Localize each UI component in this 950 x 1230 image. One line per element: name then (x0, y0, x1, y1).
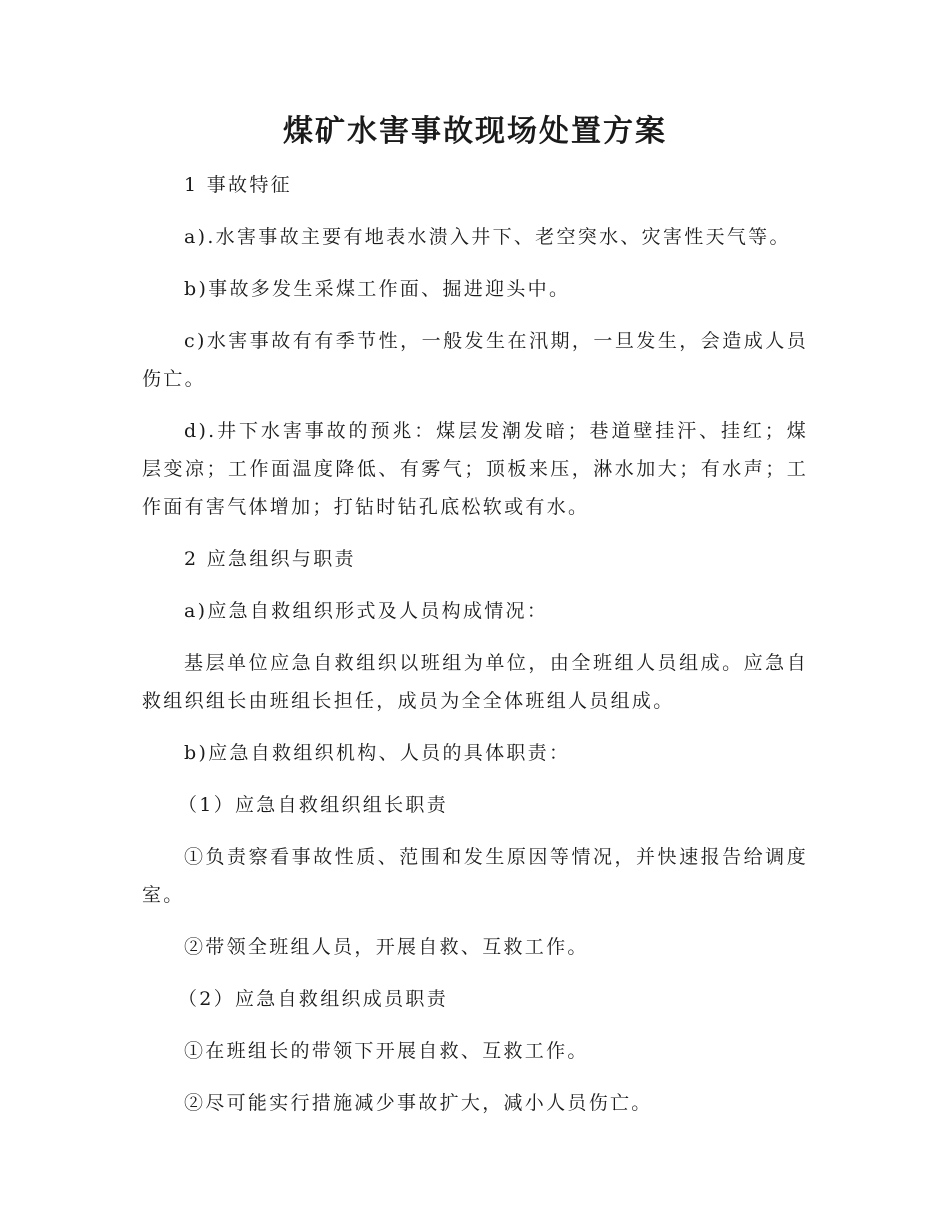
paragraph: c)水害事故有有季节性，一般发生在汛期，一旦发生，会造成人员伤亡。 (142, 330, 808, 390)
document-title: 煤矿水害事故现场处置方案 (283, 114, 667, 149)
list-item: ②带领全班组人员，开展自救、互救工作。 (184, 936, 589, 958)
document-body (142, 166, 808, 1136)
subsection-heading-member-duties: （2）应急自救组织成员职责 (178, 988, 448, 1010)
paragraph: a)应急自救组织形式及人员构成情况： (184, 600, 549, 622)
paragraph: 基层单位应急自救组织以班组为单位，由全班组人员组成。应急自救组织组长由班组长担任，成员为全全体班组人员组成。 (142, 652, 808, 712)
section-heading-accident-features: 1 事故特征 (184, 174, 292, 196)
section-heading-emergency-organization: 2 应急组织与职责 (184, 548, 356, 570)
paragraph: d).井下水害事故的预兆：煤层发潮发暗；巷道壁挂汗、挂红；煤层变凉；工作面温度降低、有雾气；顶板来压，淋水加大；有水声；工作面有害气体增加；打钻时钻孔底松软或有水。 (142, 420, 808, 518)
paragraph: a).水害事故主要有地表水溃入井下、老空突水、灾害性天气等。 (184, 226, 791, 248)
subsection-heading-leader-duties: （1）应急自救组织组长职责 (178, 794, 448, 816)
list-item: ①负责察看事故性质、范围和发生原因等情况，并快速报告给调度室。 (142, 846, 808, 906)
paragraph: b)应急自救组织机构、人员的具体职责： (184, 742, 571, 764)
list-item: ②尽可能实行措施减少事故扩大，减小人员伤亡。 (184, 1092, 653, 1114)
paragraph: b)事故多发生采煤工作面、掘进迎头中。 (184, 278, 571, 300)
list-item: ①在班组长的带领下开展自救、互救工作。 (184, 1040, 589, 1062)
